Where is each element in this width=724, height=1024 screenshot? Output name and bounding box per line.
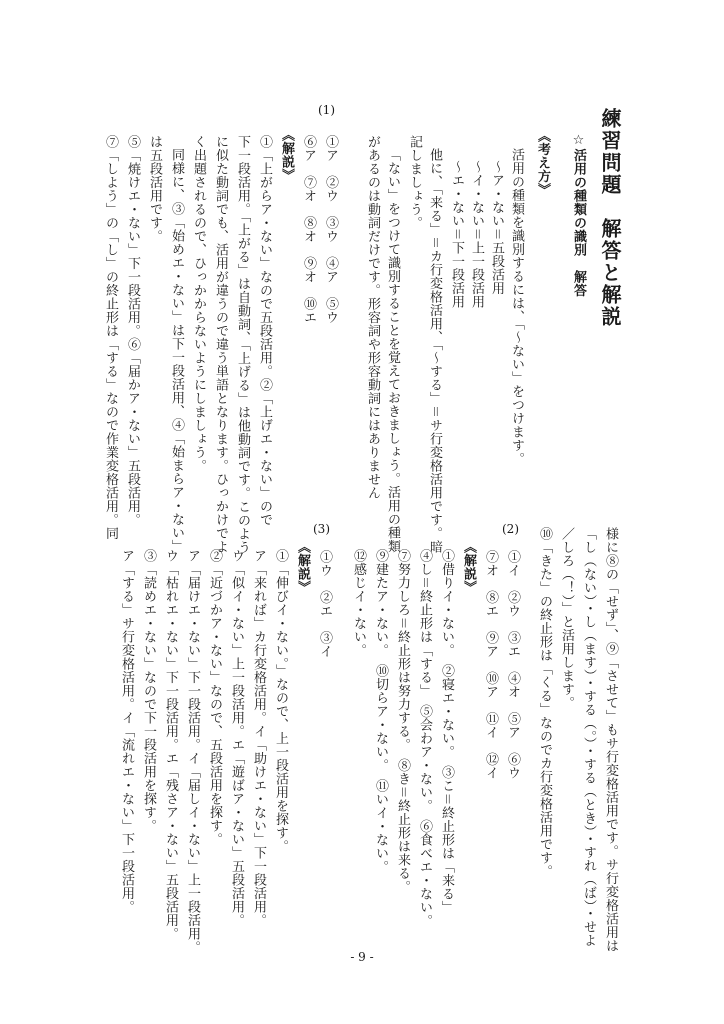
question-1-line: ①「上がらア・ない」なので五段活用。②「上げエ・ない」ので [257, 135, 272, 527]
question-1-answers: ①ア ②ウ ③ウ ④ア ⑤ウ [323, 135, 338, 324]
question-2-kaisetsu: 《解説》 [461, 540, 476, 594]
question-2-line: ⑦努力しろ＝終止形は努力する。 ⑧き＝終止形は来る。 [395, 549, 410, 894]
thinking-line: 他に、「来る」＝カ行変格活用、「〜する」＝サ行変格活用です。暗 [427, 148, 442, 554]
question-2-line: ⑨建たア・ない。 ⑩切らア・ない。 ⑪いイ・ない。 [373, 549, 388, 874]
question-3-line: ア「届けエ・ない」下一段活用。イ「届しイ・ない」上一段活用。 [185, 549, 200, 954]
question-1-cont-line: ⑩「きた」の終止形は「くる」なのでカ行変格活用です。 [537, 527, 552, 878]
question-1-line: 同様に、③「始めエ・ない」は下一段活用、④「始まらア・ない」 [169, 148, 184, 553]
thinking-line: 記しましょう。 [407, 135, 422, 230]
question-1-line: に似た動詞でも、活用が違うので違う単語となります。ひっかけでよ [213, 135, 228, 554]
page-subtitle: ☆活用の種類の識別 解答 [571, 133, 586, 297]
question-3-line: ウ「似イ・ない」上一段活用。エ「遊ばア・ない」五段活用。 [229, 549, 244, 927]
thinking-line: 活用の種類を識別するには、「〜ない」をつけます。 [509, 148, 524, 466]
question-3-line: ③「読めエ・ない」なので下一段活用を探す。 [141, 549, 156, 833]
question-3-kaisetsu: 《解説》 [295, 540, 310, 594]
question-3-answers: ①ウ ②エ ③イ [317, 550, 332, 658]
thinking-line: 「ない」をつけて識別することを覚えておきましょう。活用の種類 [385, 148, 400, 553]
question-2-answers: ⑦オ ⑧エ ⑨ア ⑩ア ⑪イ ⑫イ [483, 550, 498, 780]
question-1-marker: (1) [318, 103, 335, 117]
question-1-line: 下一段活用。「上がる」は自動詞、「上げる」は他動詞です。このよう [235, 135, 250, 554]
question-1-line: ⑤「焼けエ・ない」下一段活用。⑥「届かア・ない」五段活用。 [125, 135, 140, 527]
question-1-line: ⑦「しよう」の「し」の終止形は「する」なので作業変格活用。同 [103, 135, 118, 540]
question-2-line: ⑫感じイ・ない。 [351, 549, 366, 657]
page-title: 練習問題 解答と解説 [598, 108, 622, 328]
thinking-line: 〜イ・ない＝上一段活用 [469, 160, 484, 309]
question-3-marker: (3) [313, 522, 330, 536]
thinking-line: 〜ア・ない＝五段活用 [489, 160, 504, 296]
question-2-answers: ①イ ②ウ ③エ ④オ ⑤ア ⑥ウ [505, 550, 520, 780]
question-2-line: ①借りイ・ない。 ②寝エ・ない。 ③こ＝終止形は「来る」 [439, 549, 454, 914]
thinking-line: があるのは動詞だけです。形容詞や形容動詞にはありません [365, 135, 380, 500]
question-1-cont-line: 様に⑧の「せず」、⑨「させて」もサ行変格活用です。サ行変格活用は [603, 527, 618, 953]
question-1-kaisetsu: 《解説》 [279, 128, 294, 182]
question-3-line: ア「来れば」カ行変格活用。イ「助けエ・ない」下一段活用。 [251, 549, 266, 927]
question-1-answers: ⑥ア ⑦オ ⑧オ ⑨オ ⑩エ [301, 135, 316, 324]
question-3-line: ②「近づかア・ない」なので、五段活用を探す。 [207, 549, 222, 846]
question-3-line: ア「する」サ行変格活用。イ「流れエ・ない」下一段活用。 [119, 549, 134, 914]
page-number: - 9 - [350, 950, 374, 964]
question-1-cont-line: ／しろ（！）」と活用します。 [559, 527, 574, 710]
thinking-line: 〜エ・ない＝下一段活用 [449, 160, 464, 309]
question-1-cont-line: 「し（ない）・し（ます）・する（。）・する（とき）・すれ（ば）・せよ [581, 527, 596, 947]
question-2-line: ④し＝終止形は「する」 ⑤会わア・ない。 ⑥食べエ・ない。 [417, 549, 432, 928]
thinking-heading: 《考え方》 [535, 129, 550, 197]
question-2-marker: (2) [502, 522, 519, 536]
question-3-line: ①「伸びイ・ない。」なので、上一段活用を探す。 [273, 549, 288, 853]
question-1-line: く出題されるので、ひっかからないようにしましょう。 [191, 135, 206, 473]
question-1-line: は五段活用です。 [147, 135, 162, 243]
question-3-line: ウ「枯れエ・ない」下一段活用。エ「残さア・ない」五段活用。 [163, 549, 178, 941]
